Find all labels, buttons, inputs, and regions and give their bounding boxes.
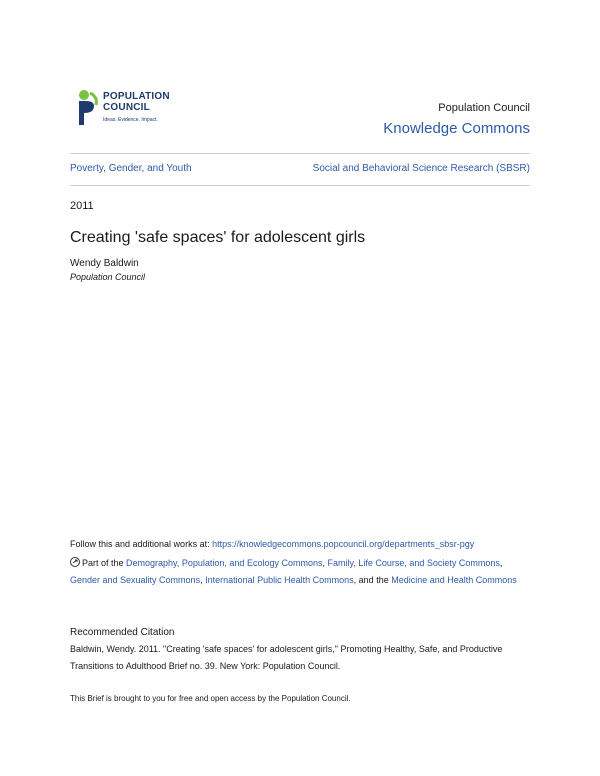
citation-heading: Recommended Citation — [70, 627, 175, 638]
part-of-prefix: Part of the — [82, 558, 127, 568]
share-icon — [70, 556, 80, 566]
commons-link-demography[interactable]: Demography, Population, and Ecology Commons — [126, 558, 323, 568]
part-of-separator: , and the — [353, 575, 392, 585]
follow-prefix: Follow this and additional works at: — [70, 539, 213, 549]
header-repository-link[interactable]: Knowledge Commons — [383, 120, 530, 137]
page-title: Creating 'safe spaces' for adolescent girls — [70, 229, 366, 246]
part-of-separator: , — [200, 575, 206, 585]
commons-link-gender[interactable]: Gender and Sexuality Commons — [70, 575, 201, 585]
commons-link-family[interactable]: Family, Life Course, and Society Commons — [327, 558, 500, 568]
follow-line — [70, 536, 530, 553]
publication-year: 2011 — [70, 200, 94, 212]
logo-line1: POPULATION — [103, 91, 170, 102]
part-of-paragraph — [70, 555, 530, 589]
author-name: Wendy Baldwin — [70, 258, 139, 269]
population-council-logo-icon — [76, 89, 102, 129]
author-affiliation: Population Council — [70, 272, 146, 282]
divider-bottom — [70, 185, 530, 186]
collection-link-left[interactable]: Poverty, Gender, and Youth — [70, 163, 192, 174]
divider-top — [70, 153, 530, 154]
part-of-separator: , — [499, 558, 503, 568]
logo-wordmark — [103, 91, 170, 113]
commons-link-medicine[interactable]: Medicine and Health Commons — [391, 575, 517, 585]
logo-tagline: Ideas. Evidence. Impact. — [103, 117, 158, 123]
citation-text: Baldwin, Wendy. 2011. "Creating 'safe spaces' for adolescent girls," Promoting Healthy, Safe, and Productive Transitions to Adulthood Brief no. 39. New York: Population Council. — [70, 644, 503, 671]
commons-link-public-health[interactable]: International Public Health Commons — [205, 575, 354, 585]
follow-url-link[interactable]: https://knowledgecommons.popcouncil.org/departments_sbsr-pgy — [212, 539, 475, 549]
population-council-logo — [76, 89, 186, 129]
collection-link-right[interactable]: Social and Behavioral Science Research (SBSR) — [312, 163, 530, 174]
logo-line2: COUNCIL — [103, 102, 150, 113]
part-of-separator: , — [322, 558, 328, 568]
header-org: Population Council — [438, 102, 530, 114]
footer-note: This Brief is brought to you for free and open access by the Population Council. — [70, 694, 351, 703]
